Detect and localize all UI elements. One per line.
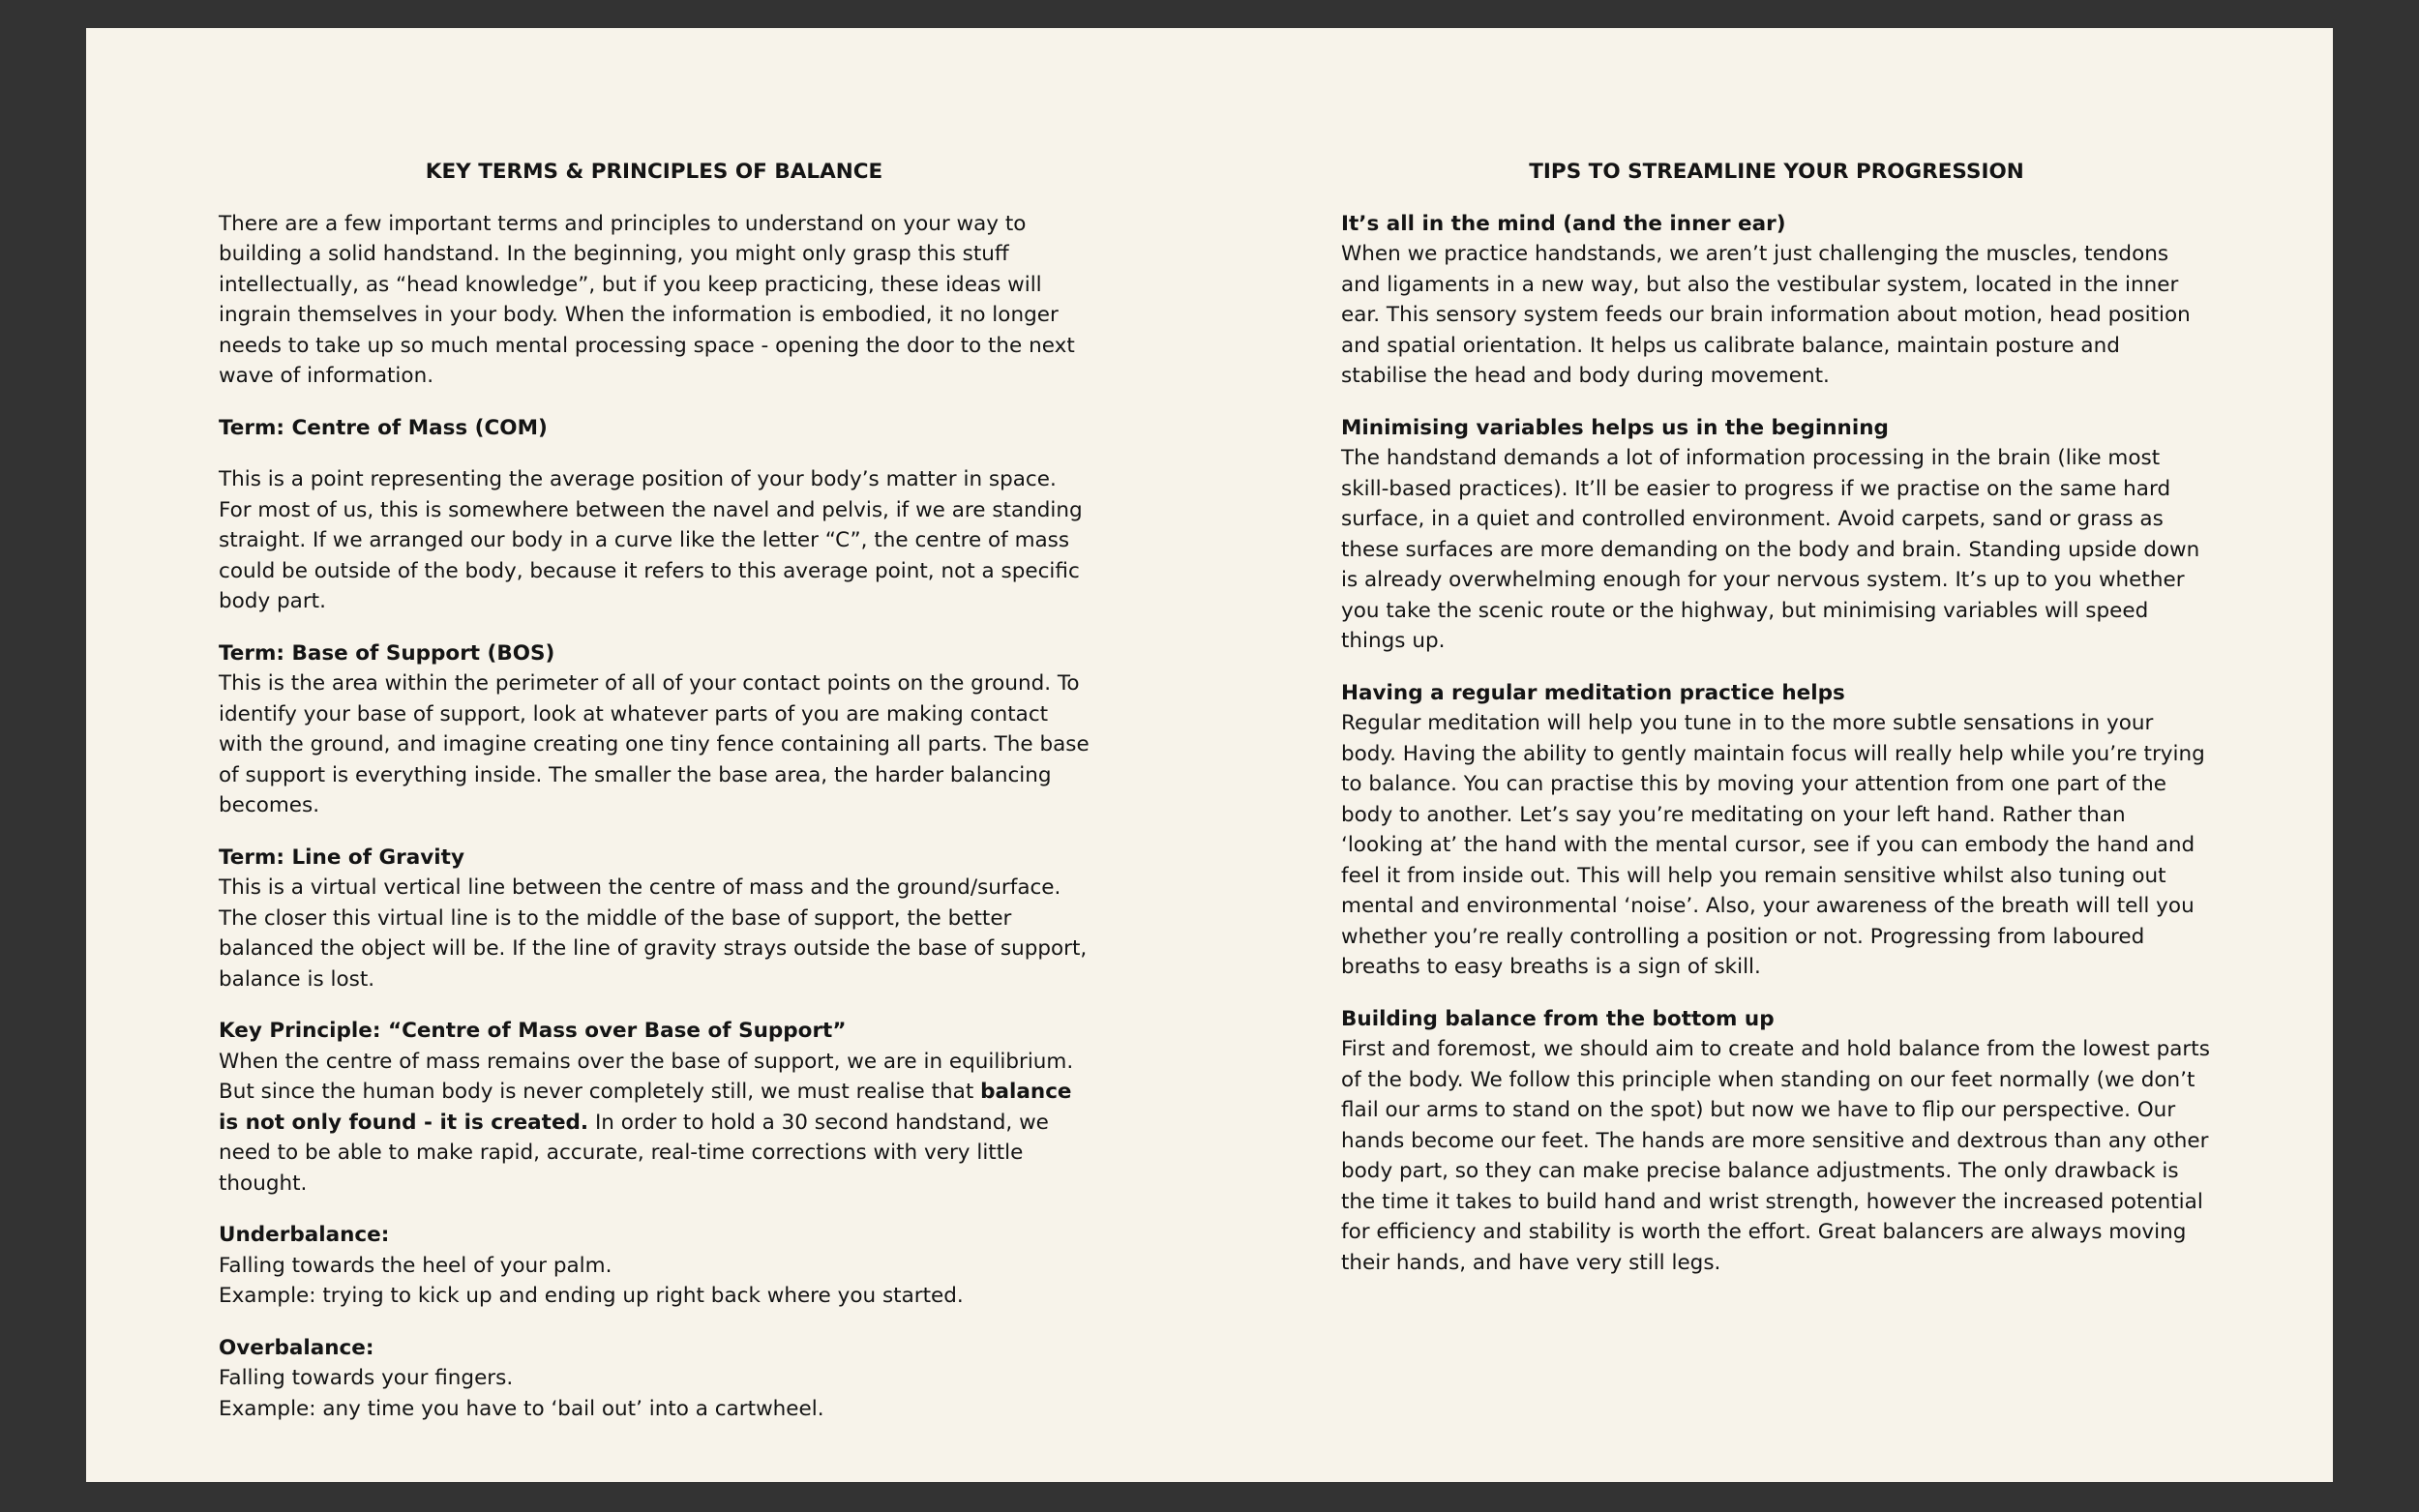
tip-section (1341, 1004, 2212, 1279)
document-page (86, 28, 2333, 1482)
line-of-gravity-section (219, 843, 1090, 995)
key-principle-section (219, 1016, 1090, 1199)
line-of-gravity-body: This is a virtual vertical line between the centre of mass and the ground/surface. The closer this virtual line is to the middle of the base of support, the better balanced the object will be. If the line of gravity strays outside the base of support, balance is lost. (219, 875, 1088, 992)
tip-body: Regular meditation will help you tune in to the more subtle sensations in your body. Having the ability to gently maintain focus will really help while you’re trying to balance. You can practise this by moving your attention from one part of the body to another. Let’s say you’re meditating on your left hand. Rather than ‘looking at’ the hand with the mental cursor, see if you can embody the hand and feel it from inside out. This will help you remain sensitive whilst also tuning out mental and environmental ‘noise’. Also, your awareness of the breath will tell you whether you’re really controlling a position or not. Progressing from laboured breaths to easy breaths is a sign of skill. (1341, 711, 2205, 979)
key-principle-emphasis: balance is not only found - it is created. (219, 1080, 1072, 1135)
line-of-gravity-heading: Term: Line of Gravity (219, 845, 464, 870)
com-body: This is a point representing the average position of your body’s matter in space. For most of us, this is somewhere between the navel and pelvis, if we are standing straight. If we arranged our body in a curve like the letter “C”, the centre of mass could be outside of the body, because it refers to this average point, not a specific body part. (219, 467, 1083, 613)
key-principle-heading: Key Principle: “Centre of Mass over Base of Support” (219, 1019, 847, 1043)
tip-body: When we practice handstands, we aren’t just challenging the muscles, tendons and ligaments in a new way, but also the vestibular system, located in the inner ear. This sensory system feeds our brain information about motion, head position and spatial orientation. It helps us calibrate balance, maintain posture and stabilise the head and body during movement. (1341, 242, 2191, 388)
key-terms-title: KEY TERMS & PRINCIPLES OF BALANCE (425, 160, 883, 184)
tip-heading: Building balance from the bottom up (1341, 1006, 1775, 1031)
overbalance-example: Example: any time you have to ‘bail out’ into a cartwheel. (219, 1396, 824, 1421)
key-principle-body (219, 1047, 1090, 1200)
tip-heading: It’s all in the mind (and the inner ear) (1341, 211, 1786, 236)
com-heading: Term: Centre of Mass (COM) (219, 415, 548, 440)
bos-heading: Term: Base of Support (BOS) (219, 640, 555, 666)
tip-heading: Minimising variables helps us in the beginning (1341, 415, 1889, 440)
underbalance-section (219, 1220, 1090, 1312)
key-principle-body-end: In order to hold a 30 second handstand, we need to be able to make rapid, accurate, real-time corrections with very little thought. (219, 1110, 1049, 1196)
bos-body: This is the area within the perimeter of all of your contact points on the ground. To identify your base of support, look at whatever parts of you are making contact with the ground, and imagine creating one tiny fence containing all parts. The base of support is everything inside. The smaller the base area, the harder balancing becomes. (219, 671, 1090, 817)
tip-section (1341, 678, 2212, 983)
right-column (1341, 157, 2212, 1299)
overbalance-section (219, 1333, 1090, 1425)
tip-body: The handstand demands a lot of information processing in the brain (like most skill-based practices). It’ll be easier to progress if we practise on the same hard surface, in a quiet and controlled environment. Avoid carpets, sand or grass as these surfaces are more demanding on the body and brain. Standing upside down is already overwhelming enough for your nervous system. It’s up to you whether you take the scenic route or the highway, but minimising variables will speed things up. (1341, 446, 2200, 653)
underbalance-example: Example: trying to kick up and ending up right back where you started. (219, 1284, 964, 1308)
intro-paragraph: There are a few important terms and principles to understand on your way to building a solid handstand. In the beginning, you might only grasp this stuff intellectually, as “head knowledge”, but if you keep practicing, these ideas will ingrain themselves in your body. When the information is embodied, it no longer needs to take up so much mental processing space - opening the door to the next wave of information. (219, 211, 1075, 388)
com-section (219, 413, 1090, 617)
overbalance-heading: Overbalance: (219, 1335, 374, 1360)
overbalance-description: Falling towards your fingers. (219, 1366, 514, 1390)
tip-section (1341, 209, 2212, 392)
tips-title: TIPS TO STREAMLINE YOUR PROGRESSION (1529, 160, 2024, 184)
tip-body: First and foremost, we should aim to create and hold balance from the lowest parts of the body. We follow this principle when standing on our feet normally (we don’t flail our arms to stand on the spot) but now we have to flip our perspective. Our hands become our feet. The hands are more sensitive and dextrous than any other body part, so they can make precise balance adjustments. The only drawback is the time it takes to build hand and wrist strength, however the increased potential for efficiency and stability is worth the effort. Great balancers are always moving their hands, and have very still legs. (1341, 1037, 2210, 1275)
left-column (219, 157, 1090, 1445)
bos-section (219, 638, 1090, 821)
underbalance-description: Falling towards the heel of your palm. (219, 1253, 612, 1278)
tip-section (1341, 413, 2212, 657)
key-principle-body-start: When the centre of mass remains over the base of support, we are in equilibrium. But since the human body is never completely still, we must realise that (219, 1049, 1074, 1104)
underbalance-heading: Underbalance: (219, 1223, 390, 1247)
tip-heading: Having a regular meditation practice helps (1341, 680, 1845, 705)
intro-section (219, 209, 1090, 392)
